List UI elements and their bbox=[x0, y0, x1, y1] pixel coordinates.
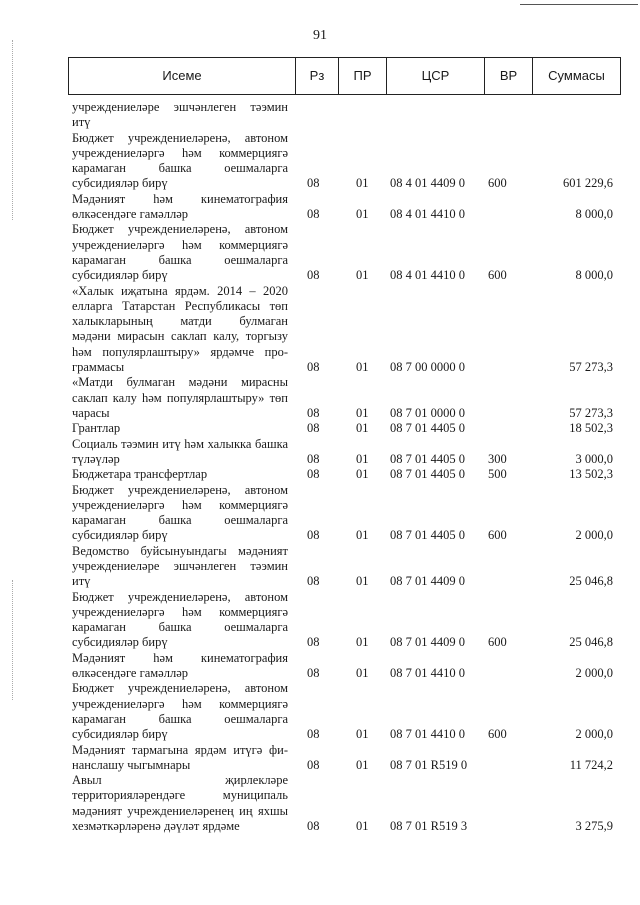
row-csr: 08 7 01 4410 0 bbox=[390, 727, 465, 742]
row-name bbox=[72, 651, 288, 682]
row-csr: 08 7 01 R519 0 bbox=[390, 757, 468, 772]
row-name-line: Бюджет учреждениеләренә, автоном bbox=[72, 589, 288, 604]
row-name-line: Авыл җирлекләре bbox=[72, 773, 288, 788]
row-name bbox=[72, 222, 288, 283]
row-rz: 08 bbox=[307, 727, 320, 742]
row-sum: 25 046,8 bbox=[569, 635, 613, 650]
header-sum: Суммасы bbox=[532, 58, 620, 94]
row-sum: 25 046,8 bbox=[569, 574, 613, 589]
row-name bbox=[72, 375, 288, 421]
row-name bbox=[72, 192, 288, 223]
row-rz: 08 bbox=[307, 819, 320, 834]
row-pr: 01 bbox=[356, 757, 369, 772]
row-csr: 08 7 01 4405 0 bbox=[390, 528, 465, 543]
row-pr: 01 bbox=[356, 635, 369, 650]
row-csr: 08 7 01 4409 0 bbox=[390, 635, 465, 650]
row-name-line: граммасы bbox=[72, 360, 125, 375]
table-row bbox=[72, 651, 621, 682]
row-name-line: Бюджет учреждениеләренә, автоном bbox=[72, 681, 288, 696]
table-row bbox=[72, 544, 621, 590]
row-name-line: Социаль тәэмин итү һәм халыкка башка bbox=[72, 436, 288, 451]
row-sum: 601 229,6 bbox=[563, 176, 613, 191]
row-pr: 01 bbox=[356, 666, 369, 681]
row-sum: 2 000,0 bbox=[575, 528, 613, 543]
row-name-line: карамаган башка оешмаларга bbox=[72, 711, 288, 726]
row-sum: 3 275,9 bbox=[575, 819, 613, 834]
row-sum: 18 502,3 bbox=[569, 421, 613, 436]
row-sum: 8 000,0 bbox=[575, 207, 613, 222]
table-row bbox=[72, 131, 621, 192]
row-sum: 57 273,3 bbox=[569, 360, 613, 375]
row-name-line: чарасы bbox=[72, 405, 110, 420]
row-name-line: субсидияләр бирү bbox=[72, 727, 168, 742]
row-pr: 01 bbox=[356, 528, 369, 543]
row-name-line: нанслашу чыгымнары bbox=[72, 757, 191, 772]
row-name bbox=[72, 131, 288, 192]
table-header bbox=[68, 57, 621, 95]
row-csr: 08 7 01 0000 0 bbox=[390, 405, 465, 420]
table-row bbox=[72, 743, 621, 774]
row-rz: 08 bbox=[307, 467, 320, 482]
row-sum: 2 000,0 bbox=[575, 666, 613, 681]
margin-dots-bottom bbox=[12, 580, 14, 700]
row-pr: 01 bbox=[356, 467, 369, 482]
row-name-line: итү bbox=[72, 574, 91, 589]
row-name-line: өлкәсендәге гамәлләр bbox=[72, 666, 188, 681]
row-name-line: хезмәткәрләренә дәүләт ярдәме bbox=[72, 819, 240, 834]
row-rz: 08 bbox=[307, 635, 320, 650]
row-name-line: Мәдәният һәм кинематография bbox=[72, 650, 288, 665]
row-rz: 08 bbox=[307, 268, 320, 283]
row-pr: 01 bbox=[356, 727, 369, 742]
row-name-line: түләүләр bbox=[72, 451, 120, 466]
table-row bbox=[72, 284, 621, 376]
row-name-line: итү bbox=[72, 115, 91, 130]
row-rz: 08 bbox=[307, 360, 320, 375]
row-name bbox=[72, 681, 288, 742]
row-name-line: субсидияләр бирү bbox=[72, 635, 168, 650]
row-name-line: мәдәният учреждениеләренең иң яхшы bbox=[72, 803, 288, 818]
row-name-line: учреждениеләргә һәм коммерциягә bbox=[72, 696, 288, 711]
row-rz: 08 bbox=[307, 451, 320, 466]
row-name-line: өлкәсендәге гамәлләр bbox=[72, 207, 188, 222]
table-row bbox=[72, 467, 621, 482]
row-name-line: учреждениеләргә һәм коммерциягә bbox=[72, 497, 288, 512]
row-name-line: карамаган башка оешмаларга bbox=[72, 252, 288, 267]
row-pr: 01 bbox=[356, 405, 369, 420]
row-name-line: карамаган башка оешмаларга bbox=[72, 161, 288, 176]
row-name bbox=[72, 437, 288, 468]
table-row bbox=[72, 681, 621, 742]
row-csr: 08 7 01 4405 0 bbox=[390, 451, 465, 466]
row-name-line: Бюджет учреждениеләренә, автоном bbox=[72, 130, 288, 145]
row-name-line: Ведомство буйсынуындагы мәдәният bbox=[72, 543, 288, 558]
table-row bbox=[72, 590, 621, 651]
row-name-line: Грантлар bbox=[72, 421, 121, 436]
row-name-line: Мәдәният тармагына ярдәм итүгә фи- bbox=[72, 742, 288, 757]
row-name-line: субсидияләр бирү bbox=[72, 176, 168, 191]
row-name-line: учреждениеләргә һәм коммерциягә bbox=[72, 145, 288, 160]
row-name-line: учреждениеләргә һәм коммерциягә bbox=[72, 604, 288, 619]
page-number: 91 bbox=[313, 28, 327, 43]
row-name bbox=[72, 284, 288, 376]
margin-dots-top bbox=[12, 40, 14, 220]
row-sum: 3 000,0 bbox=[575, 451, 613, 466]
row-name-line: елларга Татарстан Республикасы төп bbox=[72, 298, 288, 313]
row-sum: 57 273,3 bbox=[569, 405, 613, 420]
row-pr: 01 bbox=[356, 268, 369, 283]
row-vr: 600 bbox=[488, 268, 507, 283]
header-name: Исеме bbox=[162, 68, 202, 83]
row-name-line: карамаган башка оешмаларга bbox=[72, 620, 288, 635]
header-rz: Рз bbox=[295, 58, 338, 94]
row-rz: 08 bbox=[307, 176, 320, 191]
row-name-line: Бюджетара трансфертлар bbox=[72, 467, 208, 482]
row-name-line: Бюджет учреждениеләренә, автоном bbox=[72, 482, 288, 497]
corner-line bbox=[520, 4, 638, 5]
row-name-line: мәдәни мирасын саклап калу, торгызу bbox=[72, 329, 288, 344]
row-name-line: субсидияләр бирү bbox=[72, 268, 168, 283]
header-csr: ЦСР bbox=[386, 58, 484, 94]
row-csr: 08 7 01 4409 0 bbox=[390, 574, 465, 589]
row-name-line: субсидияләр бирү bbox=[72, 528, 168, 543]
row-vr: 300 bbox=[488, 451, 507, 466]
row-name-line: карамаган башка оешмаларга bbox=[72, 513, 288, 528]
table-row bbox=[72, 437, 621, 468]
row-name-line: Мәдәният һәм кинематография bbox=[72, 191, 288, 206]
table-row bbox=[72, 100, 621, 131]
row-sum: 2 000,0 bbox=[575, 727, 613, 742]
row-rz: 08 bbox=[307, 207, 320, 222]
row-csr: 08 7 01 4410 0 bbox=[390, 666, 465, 681]
row-rz: 08 bbox=[307, 757, 320, 772]
row-name bbox=[72, 483, 288, 544]
row-name-line: һәм популярлаштыру» ярдәмче про- bbox=[72, 344, 288, 359]
row-sum: 13 502,3 bbox=[569, 467, 613, 482]
row-vr: 600 bbox=[488, 635, 507, 650]
row-name-line: «Халык иҗатына ярдәм. 2014 – 2020 bbox=[72, 283, 288, 298]
row-vr: 600 bbox=[488, 176, 507, 191]
row-name-line: саклап калу һәм популярлаштыру» төп bbox=[72, 390, 288, 405]
row-vr: 600 bbox=[488, 528, 507, 543]
row-csr: 08 7 00 0000 0 bbox=[390, 360, 465, 375]
row-pr: 01 bbox=[356, 207, 369, 222]
row-name bbox=[72, 590, 288, 651]
row-rz: 08 bbox=[307, 574, 320, 589]
row-name-line: Бюджет учреждениеләренә, автоном bbox=[72, 222, 288, 237]
row-vr: 600 bbox=[488, 727, 507, 742]
row-csr: 08 4 01 4409 0 bbox=[390, 176, 465, 191]
row-name bbox=[72, 773, 288, 834]
table-row bbox=[72, 773, 621, 834]
row-vr: 500 bbox=[488, 467, 507, 482]
row-rz: 08 bbox=[307, 405, 320, 420]
row-csr: 08 7 01 R519 3 bbox=[390, 819, 468, 834]
row-rz: 08 bbox=[307, 666, 320, 681]
row-name-line: учреждениеләргә һәм коммерциягә bbox=[72, 237, 288, 252]
table-row bbox=[72, 192, 621, 223]
row-name bbox=[72, 544, 288, 590]
row-pr: 01 bbox=[356, 574, 369, 589]
table-row bbox=[72, 421, 621, 436]
row-pr: 01 bbox=[356, 421, 369, 436]
header-vr: ВР bbox=[484, 58, 532, 94]
row-name-line: учреждениеләре эшчәнлеген тәэмин bbox=[72, 100, 288, 114]
row-csr: 08 7 01 4405 0 bbox=[390, 421, 465, 436]
row-rz: 08 bbox=[307, 421, 320, 436]
row-csr: 08 4 01 4410 0 bbox=[390, 268, 465, 283]
row-name-line: территорияләрендәге муниципаль bbox=[72, 788, 288, 803]
row-name-line: «Матди булмаган мәдәни мирасны bbox=[72, 375, 288, 390]
row-sum: 8 000,0 bbox=[575, 268, 613, 283]
row-sum: 11 724,2 bbox=[569, 757, 613, 772]
row-name-line: халыкларының матди булмаган bbox=[72, 314, 288, 329]
table-row bbox=[72, 222, 621, 283]
row-csr: 08 4 01 4410 0 bbox=[390, 207, 465, 222]
row-pr: 01 bbox=[356, 819, 369, 834]
row-csr: 08 7 01 4405 0 bbox=[390, 467, 465, 482]
row-name-line: учреждениеләре эшчәнлеген тәэмин bbox=[72, 558, 288, 573]
row-name bbox=[72, 421, 288, 436]
row-name bbox=[72, 467, 288, 482]
row-pr: 01 bbox=[356, 360, 369, 375]
row-pr: 01 bbox=[356, 451, 369, 466]
row-pr: 01 bbox=[356, 176, 369, 191]
table-row bbox=[72, 483, 621, 544]
row-name bbox=[72, 743, 288, 774]
table-row bbox=[72, 375, 621, 421]
row-name bbox=[72, 100, 288, 131]
row-rz: 08 bbox=[307, 528, 320, 543]
header-pr: ПР bbox=[338, 58, 386, 94]
